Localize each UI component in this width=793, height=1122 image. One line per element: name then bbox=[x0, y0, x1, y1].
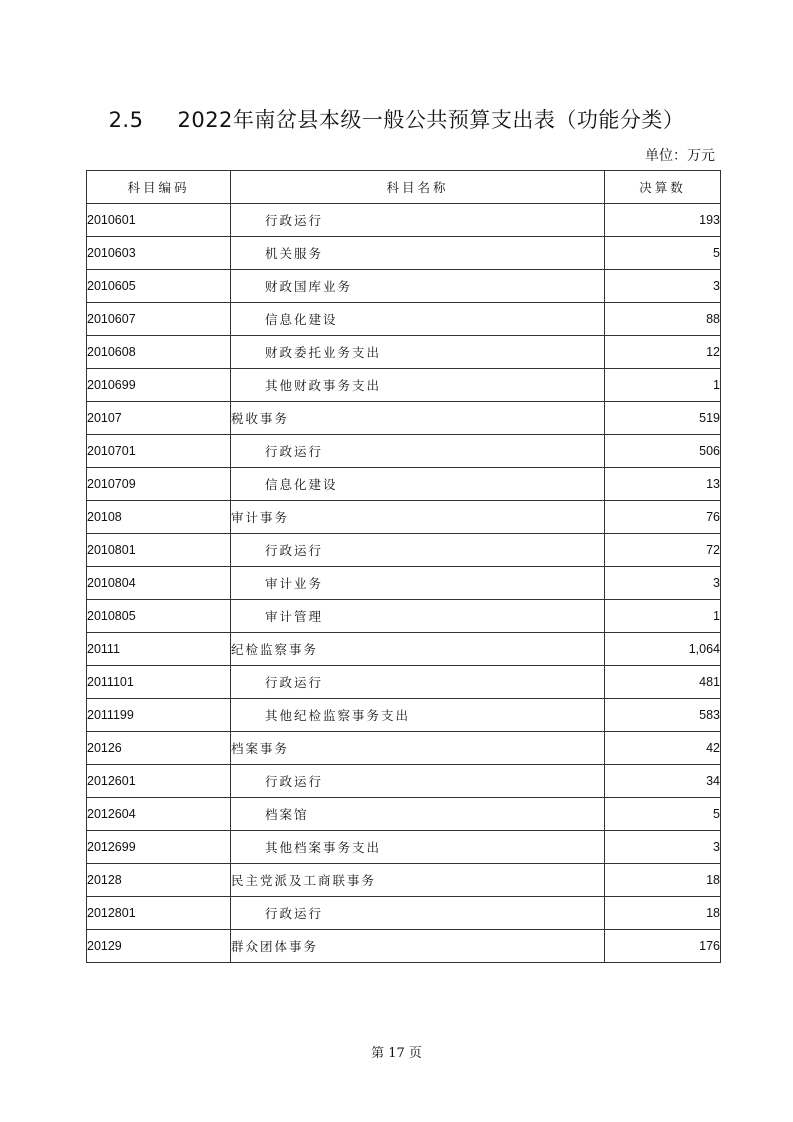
row-name: 信息化建设 bbox=[231, 303, 605, 336]
row-code: 2010709 bbox=[87, 468, 231, 501]
row-code: 20126 bbox=[87, 732, 231, 765]
row-name: 行政运行 bbox=[231, 897, 605, 930]
row-name: 审计业务 bbox=[231, 567, 605, 600]
budget-table bbox=[86, 170, 721, 963]
row-name: 行政运行 bbox=[231, 534, 605, 567]
row-amount: 176 bbox=[605, 930, 721, 963]
row-amount: 5 bbox=[605, 798, 721, 831]
table-row bbox=[87, 831, 721, 864]
row-name: 财政国库业务 bbox=[231, 270, 605, 303]
table-row bbox=[87, 336, 721, 369]
row-code: 2011199 bbox=[87, 699, 231, 732]
row-code: 2010608 bbox=[87, 336, 231, 369]
row-amount: 3 bbox=[605, 270, 721, 303]
row-code: 20111 bbox=[87, 633, 231, 666]
row-code: 2012601 bbox=[87, 765, 231, 798]
row-amount: 5 bbox=[605, 237, 721, 270]
row-name: 行政运行 bbox=[231, 204, 605, 237]
row-amount: 193 bbox=[605, 204, 721, 237]
row-amount: 1 bbox=[605, 600, 721, 633]
row-name: 档案馆 bbox=[231, 798, 605, 831]
row-code: 2010804 bbox=[87, 567, 231, 600]
header-amount: 决算数 bbox=[605, 171, 721, 204]
row-amount: 519 bbox=[605, 402, 721, 435]
table-row bbox=[87, 303, 721, 336]
row-code: 2012801 bbox=[87, 897, 231, 930]
table-row bbox=[87, 600, 721, 633]
row-name: 其他财政事务支出 bbox=[231, 369, 605, 402]
row-name: 其他纪检监察事务支出 bbox=[231, 699, 605, 732]
page-title bbox=[0, 104, 793, 134]
row-amount: 583 bbox=[605, 699, 721, 732]
table-row bbox=[87, 402, 721, 435]
row-code: 20108 bbox=[87, 501, 231, 534]
table-row bbox=[87, 501, 721, 534]
row-name: 纪检监察事务 bbox=[231, 633, 605, 666]
row-code: 2010605 bbox=[87, 270, 231, 303]
row-amount: 506 bbox=[605, 435, 721, 468]
page-number: 第 17 页 bbox=[371, 1046, 422, 1061]
row-code: 20129 bbox=[87, 930, 231, 963]
row-name: 行政运行 bbox=[231, 666, 605, 699]
row-name: 民主党派及工商联事务 bbox=[231, 864, 605, 897]
table-row bbox=[87, 534, 721, 567]
table-row bbox=[87, 369, 721, 402]
row-code: 2010699 bbox=[87, 369, 231, 402]
table-row bbox=[87, 204, 721, 237]
row-name: 信息化建设 bbox=[231, 468, 605, 501]
row-amount: 3 bbox=[605, 831, 721, 864]
row-code: 2010701 bbox=[87, 435, 231, 468]
row-name: 审计管理 bbox=[231, 600, 605, 633]
row-amount: 12 bbox=[605, 336, 721, 369]
row-amount: 481 bbox=[605, 666, 721, 699]
row-name: 行政运行 bbox=[231, 765, 605, 798]
row-amount: 18 bbox=[605, 897, 721, 930]
table-row bbox=[87, 798, 721, 831]
section-number: 2.5 bbox=[108, 108, 144, 132]
table-row bbox=[87, 468, 721, 501]
table-row bbox=[87, 864, 721, 897]
title-text: 2022年南岔县本级一般公共预算支出表（功能分类） bbox=[177, 108, 685, 132]
table-header-row bbox=[87, 171, 721, 204]
row-code: 2011101 bbox=[87, 666, 231, 699]
table-row bbox=[87, 897, 721, 930]
row-amount: 3 bbox=[605, 567, 721, 600]
table-row bbox=[87, 765, 721, 798]
table-row bbox=[87, 930, 721, 963]
row-name: 档案事务 bbox=[231, 732, 605, 765]
table-row bbox=[87, 435, 721, 468]
row-amount: 88 bbox=[605, 303, 721, 336]
row-amount: 42 bbox=[605, 732, 721, 765]
row-code: 2012699 bbox=[87, 831, 231, 864]
row-code: 2010805 bbox=[87, 600, 231, 633]
header-name: 科目名称 bbox=[231, 171, 605, 204]
table-row bbox=[87, 270, 721, 303]
row-amount: 13 bbox=[605, 468, 721, 501]
row-code: 2010601 bbox=[87, 204, 231, 237]
table-row bbox=[87, 732, 721, 765]
row-amount: 18 bbox=[605, 864, 721, 897]
row-code: 2012604 bbox=[87, 798, 231, 831]
row-amount: 76 bbox=[605, 501, 721, 534]
row-code: 2010801 bbox=[87, 534, 231, 567]
row-name: 其他档案事务支出 bbox=[231, 831, 605, 864]
row-amount: 1 bbox=[605, 369, 721, 402]
table-row bbox=[87, 567, 721, 600]
row-name: 群众团体事务 bbox=[231, 930, 605, 963]
row-name: 财政委托业务支出 bbox=[231, 336, 605, 369]
unit-label: 单位：万元 bbox=[645, 148, 715, 164]
row-amount: 72 bbox=[605, 534, 721, 567]
table-row bbox=[87, 666, 721, 699]
row-name: 行政运行 bbox=[231, 435, 605, 468]
row-name: 审计事务 bbox=[231, 501, 605, 534]
table-row bbox=[87, 237, 721, 270]
row-code: 20107 bbox=[87, 402, 231, 435]
row-name: 税收事务 bbox=[231, 402, 605, 435]
row-amount: 34 bbox=[605, 765, 721, 798]
table-row bbox=[87, 699, 721, 732]
header-code: 科目编码 bbox=[87, 171, 231, 204]
row-code: 2010607 bbox=[87, 303, 231, 336]
row-name: 机关服务 bbox=[231, 237, 605, 270]
table-row bbox=[87, 633, 721, 666]
table-body bbox=[87, 204, 721, 963]
row-code: 20128 bbox=[87, 864, 231, 897]
row-code: 2010603 bbox=[87, 237, 231, 270]
row-amount: 1,064 bbox=[605, 633, 721, 666]
